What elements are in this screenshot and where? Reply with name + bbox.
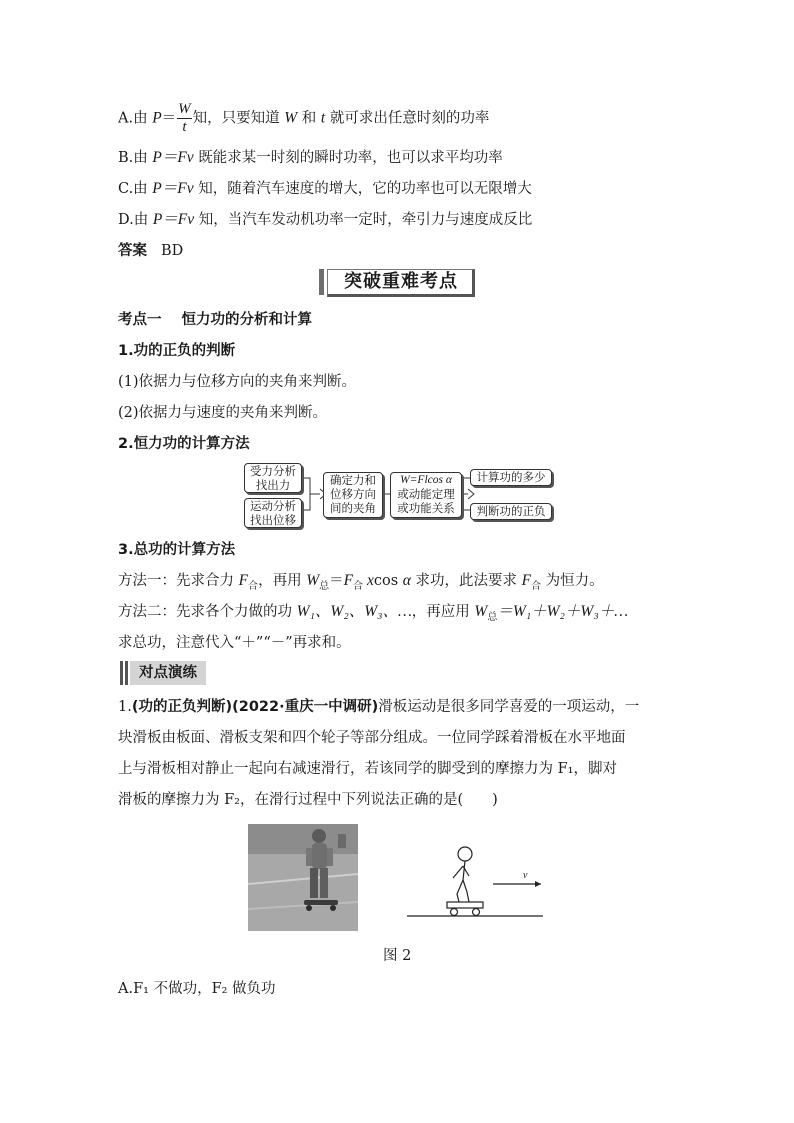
figure-arms [453, 866, 469, 878]
question-1-line1: 1.(功的正负判断)(2022·重庆一中调研)滑板运动是很多同学喜爱的一项运动，一 [118, 699, 640, 715]
point-2-title: 2.恒力功的计算方法 [118, 436, 250, 452]
figure-head [458, 847, 472, 861]
flow-node-work-sign: 判断功的正负 [470, 503, 552, 520]
method-2: 方法二：先求各个力做的功 W₁、W₂、W₃、…，再应用 $W_总=W_1+W_2+W_3+\dots$ [118, 603, 629, 623]
point-1a: (1)依据力与位移方向的夹角来判断。 [118, 374, 357, 390]
practice-banner [120, 661, 206, 685]
figure-legs [457, 880, 469, 902]
flow-node-motion-analysis: 运动分析 找出位移 [244, 498, 302, 528]
skateboard-photo [248, 824, 358, 931]
point-1-title: 1.功的正负的判断 [118, 343, 236, 359]
option-c-prev: C.由 P＝Fv 知，随着汽车速度的增大，它的功率也可以无限增大 [118, 180, 532, 197]
question-1-line3: 上与滑板相对静止一起向右减速滑行，若该同学的脚受到的摩擦力为 F₁，脚对 [118, 761, 617, 777]
skateboard-diagram [405, 842, 545, 926]
question-1-option-a: A.F₁ 不做功，F₂ 做负功 [118, 981, 276, 997]
skateboard-deck [447, 902, 483, 908]
method-2-line2: 求总功，注意代入“＋”“－”再求和。 [118, 635, 351, 651]
option-b-prev: B.由 P＝Fv 既能求某一时刻的瞬时功率，也可以求平均功率 [118, 149, 503, 166]
velocity-arrowhead [535, 881, 541, 887]
flow-node-formula: W=Flcos α 或动能定理 或功能关系 [390, 472, 462, 518]
wheel-left [451, 909, 458, 916]
fraction-w-over-t: $\frac{W}{t}$ [178, 101, 191, 135]
velocity-label: v [523, 870, 528, 881]
question-1-line4: 滑板的摩擦力为 F₂，在滑行过程中下列说法正确的是( ) [118, 792, 498, 808]
question-1-line2: 块滑板由板面、滑板支架和四个轮子等部分组成。一位同学踩着滑板在水平地面 [118, 730, 626, 746]
practice-title: 对点演练 [139, 665, 197, 681]
flow-node-work-amount: 计算功的多少 [470, 469, 552, 486]
method-1: 方法一：先求合力 $F_合$，再用 $W_总=F_合$ xcos α 求功，此法要求 $F_合$ 为恒力。 [118, 572, 604, 592]
section-title: 突破重难考点 [344, 271, 458, 292]
section-banner [319, 269, 473, 295]
point-3-title: 3.总功的计算方法 [118, 542, 236, 558]
topic-heading: 考点一 恒力功的分析和计算 [118, 312, 312, 328]
figure-caption: 图 2 [383, 948, 412, 964]
figure-body [463, 861, 465, 880]
option-a-prev: A.由 P＝ $\frac{W}{t}$ 知，只要知道 W 和 t 就可求出任意时刻的功率 [118, 101, 490, 135]
wheel-right [473, 909, 480, 916]
flow-node-angle: 确定力和 位移方向 间的夹角 [323, 472, 383, 518]
point-1b: (2)依据力与速度的夹角来判断。 [118, 405, 328, 421]
answer-line: 答案 BD [118, 243, 184, 259]
flow-node-force-analysis: 受力分析 找出力 [244, 463, 302, 493]
option-d-prev: D.由 P＝Fv 知，当汽车发动机功率一定时，牵引力与速度成反比 [118, 211, 533, 228]
